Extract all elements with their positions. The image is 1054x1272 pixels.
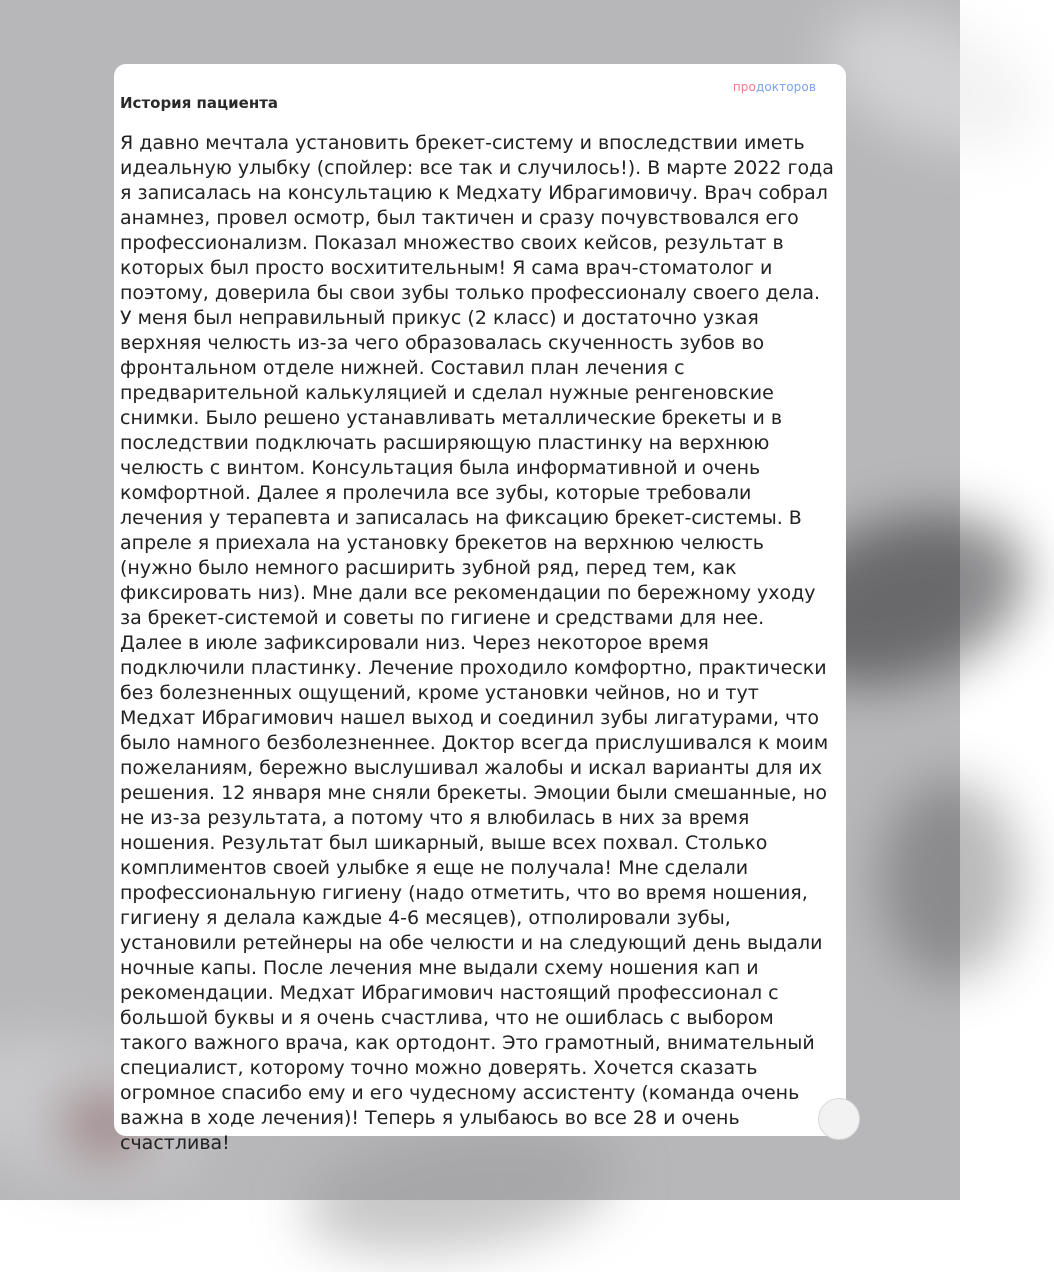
review-text-line: большой буквы и я очень счастлива, что не ошиблась с выбором — [120, 1007, 774, 1029]
review-text-line: У меня был неправильный прикус (2 класс) и достаточно узкая — [120, 307, 759, 329]
review-text-line: подключили пластинку. Лечение проходило комфортно, практически — [120, 657, 827, 679]
review-text — [120, 131, 834, 1156]
review-text-line: решения. 12 января мне сняли брекеты. Эмоции были смешанные, но — [120, 782, 827, 804]
review-text-line: Медхат Ибрагимович нашел выход и соединил зубы лигатурами, что — [120, 707, 820, 729]
brand-logo-pro: про — [732, 80, 756, 94]
review-text-line: идеальную улыбку (спойлер: все так и случилось!). В марте 2022 года — [120, 157, 834, 179]
review-text-line: ношения. Результат был шикарный, выше всех похвал. Столько — [120, 832, 768, 854]
review-text-line: счастлива! — [120, 1132, 230, 1154]
review-text-line: огромное спасибо ему и его чудесному ассистенту (команда очень — [120, 1082, 800, 1104]
review-text-line: поэтому, доверила бы свои зубы только профессионалу своего дела. — [120, 282, 821, 304]
review-text-line: фронтальном отделе нижней. Составил план лечения с — [120, 357, 685, 379]
review-card — [114, 64, 846, 1154]
review-text-line: снимки. Было решено устанавливать металлические брекеты и в — [120, 407, 783, 429]
brand-logo-rest: докторов — [755, 80, 816, 94]
review-text-line: профессиональную гигиену (надо отметить, что во время ношения, — [120, 882, 808, 904]
scroll-corner-control[interactable] — [818, 1098, 860, 1140]
card-title: История пациента — [120, 94, 279, 112]
review-text-line: Я давно мечтала установить брекет-систему и впоследствии иметь — [120, 132, 805, 154]
review-text-line: установили ретейнеры на обе челюсти и на следующий день выдали — [120, 932, 823, 954]
review-text-line: рекомендации. Медхат Ибрагимович настоящий профессионал с — [120, 982, 779, 1004]
review-text-line: Далее в июле зафиксировали низ. Через некоторое время — [120, 632, 709, 654]
review-text-line: (нужно было немного расширить зубной ряд, перед тем, как — [120, 557, 737, 579]
review-text-line: анамнез, провел осмотр, был тактичен и сразу почувствовался его — [120, 207, 799, 229]
review-text-line: профессионализм. Показал множество своих кейсов, результат в — [120, 232, 784, 254]
review-text-line: было намного безболезненнее. Доктор всегда прислушивался к моим — [120, 732, 829, 754]
review-text-line: важна в ходе лечения)! Теперь я улыбаюсь во все 28 и очень — [120, 1107, 740, 1129]
review-text-line: верхняя челюсть из-за чего образовалась скученность зубов во — [120, 332, 765, 354]
review-text-line: последствии подключать расширяющую пластинку на верхнюю — [120, 432, 770, 454]
review-text-line: челюсть с винтом. Консультация была информативной и очень — [120, 457, 761, 479]
review-text-line: фиксировать низ). Мне дали все рекомендации по бережному уходу — [120, 582, 816, 604]
prodoktorov-logo[interactable] — [733, 80, 816, 94]
review-text-line: гигиену я делала каждые 4-6 месяцев), отполировали зубы, — [120, 907, 731, 929]
review-text-line: такого важного врача, как ортодонт. Это грамотный, внимательный — [120, 1032, 815, 1054]
background-blur-shape — [880, 780, 1020, 980]
card-header — [120, 80, 828, 112]
review-text-line: не из-за результата, а потому что я влюбилась в них за время — [120, 807, 750, 829]
review-text-line: за брекет-системой и советы по гигиене и средствами для нее. — [120, 607, 765, 629]
review-text-line: предварительной калькуляцией и сделал нужные ренгеновские — [120, 382, 774, 404]
review-text-line: которых был просто восхитительным! Я сама врач-стоматолог и — [120, 257, 773, 279]
review-text-line: специалист, которому точно можно доверять. Хочется сказать — [120, 1057, 758, 1079]
review-text-line: без болезненных ощущений, кроме установки чейнов, но и тут — [120, 682, 759, 704]
review-text-line: комплиментов своей улыбке я еще не получала! Мне сделали — [120, 857, 749, 879]
review-text-line: пожеланиям, бережно выслушивал жалобы и искал варианты для их — [120, 757, 822, 779]
review-text-line: апреле я приехала на установку брекетов на верхнюю челюсть — [120, 532, 764, 554]
review-text-line: лечения у терапевта и записалась на фиксацию брекет-системы. В — [120, 507, 802, 529]
review-text-line: ночные капы. После лечения мне выдали схему ношения кап и — [120, 957, 759, 979]
review-text-line: я записалась на консультацию к Медхату Ибрагимовичу. Врач собрал — [120, 182, 828, 204]
review-text-line: комфортной. Далее я пролечила все зубы, которые требовали — [120, 482, 752, 504]
